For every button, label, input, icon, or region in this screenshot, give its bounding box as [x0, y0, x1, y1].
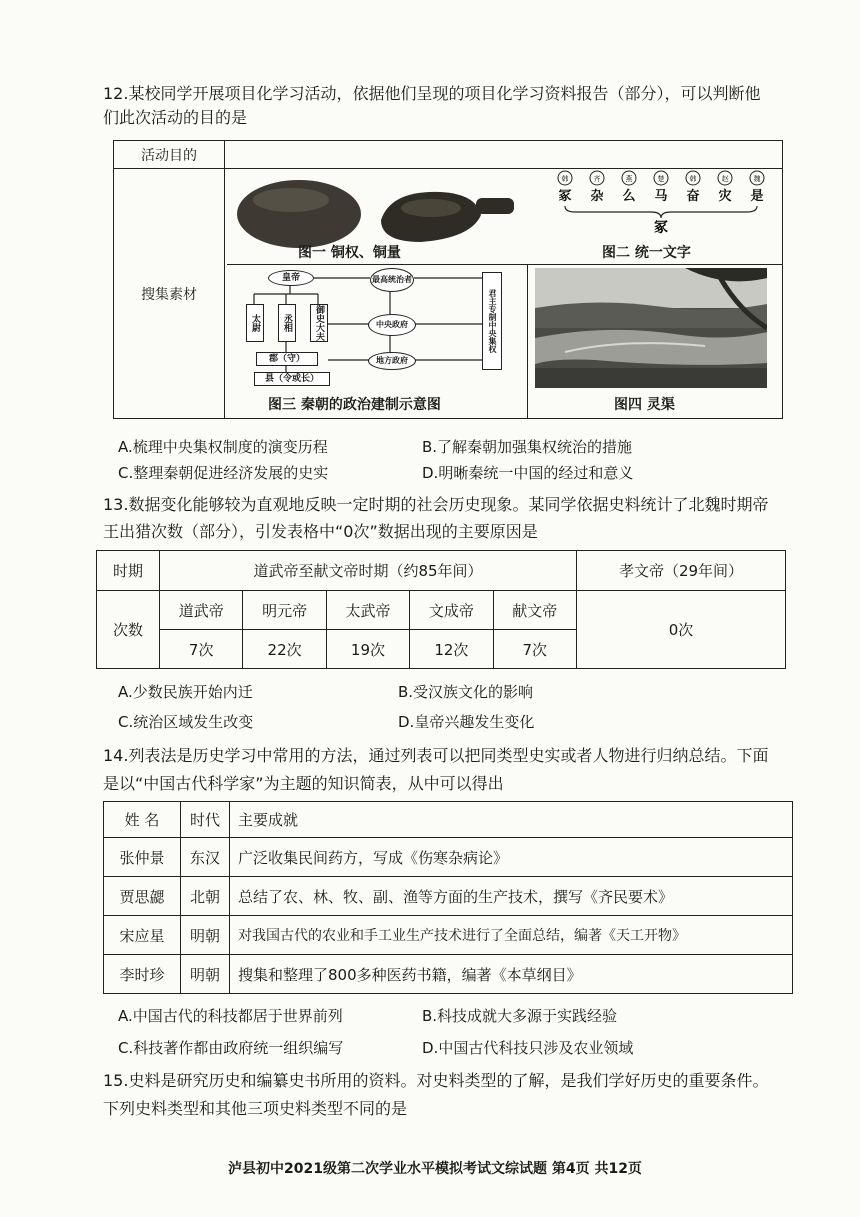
scientist-name: 贾思勰	[104, 877, 181, 916]
scientist-name: 宋应星	[104, 916, 181, 955]
q14-table	[103, 801, 793, 994]
q13-count: 19次	[326, 630, 409, 669]
yushi-box: 御史大夫	[310, 304, 328, 342]
emperor-box: 皇帝	[268, 270, 314, 286]
scientist-name: 张仲景	[104, 838, 181, 877]
fig2-image	[555, 168, 773, 238]
state-label: 楚	[657, 175, 665, 183]
local-government-box: 地方政府	[368, 352, 416, 370]
scientist-name: 李时珍	[104, 955, 181, 994]
q13-count: 12次	[410, 630, 493, 669]
highest-ruler-box: 最高统治者	[370, 268, 414, 292]
scientist-achievement: 广泛收集民间药方，写成《伤寒杂病论》	[230, 838, 793, 877]
glyph: 冢	[558, 189, 572, 204]
q13-xiaowen-count: 0次	[577, 591, 786, 669]
q12-stem-line1: 12.某校同学开展项目化学习活动，依据他们呈现的项目化学习资料报告（部分），可以判断他	[103, 84, 761, 103]
state-label: 魏	[753, 175, 761, 183]
central-government-box: 中央政府	[368, 314, 416, 336]
q13-period-label: 时期	[97, 551, 160, 591]
q13-count: 22次	[243, 630, 326, 669]
q13-count-label: 次数	[97, 591, 160, 669]
glyph: 杂	[590, 189, 604, 204]
q12-row2-label: 搜集素材	[114, 169, 225, 419]
q14-header-name: 姓 名	[104, 802, 181, 838]
q15-stem-line1: 15.史料是研究历史和编纂史书所用的资料。对史料类型的了解，是我们学好历史的重要条件。	[103, 1071, 769, 1090]
lingqu-canal-photo	[535, 268, 767, 388]
q14-option-d[interactable]: D.中国古代科技只涉及农业领域	[422, 1039, 634, 1057]
q14-header-achievement: 主要成就	[230, 802, 793, 838]
table-row	[104, 916, 793, 955]
q13-option-d[interactable]: D.皇帝兴趣发生变化	[398, 713, 535, 731]
q13-emperor: 道武帝	[160, 591, 243, 630]
glyph: 灾	[718, 189, 732, 204]
scientist-achievement: 对我国古代的农业和手工业生产技术进行了全面总结，编著《天工开物》	[230, 916, 793, 955]
table-row	[104, 955, 793, 994]
chengxiang-box: 丞相	[278, 304, 296, 342]
q12-option-c[interactable]: C.整理秦朝促进经济发展的史实	[118, 464, 329, 482]
q14-stem-line1: 14.列表法是历史学习中常用的方法，通过列表可以把同类型史实或者人物进行归纳总结。下面	[103, 746, 769, 765]
q12-row1-label: 活动目的	[114, 141, 225, 169]
q13-count: 7次	[493, 630, 576, 669]
scientist-achievement: 总结了农、林、牧、副、渔等方面的生产技术，撰写《齐民要术》	[230, 877, 793, 916]
state-label: 韩	[561, 175, 569, 183]
table-row	[104, 877, 793, 916]
q13-period2: 孝文帝（29年间）	[577, 551, 786, 591]
q14-option-c[interactable]: C.科技著作都由政府统一组织编写	[118, 1039, 344, 1057]
q14-option-b[interactable]: B.科技成就大多源于实践经验	[422, 1007, 618, 1025]
glyph: 么	[622, 189, 636, 204]
state-label: 韩	[689, 175, 697, 183]
q13-stem-line1: 13.数据变化能够较为直观地反映一定时期的社会历史现象。某同学依据史料统计了北魏时期帝	[103, 495, 769, 514]
q13-emperor: 文成帝	[410, 591, 493, 630]
unified-script-diagram	[555, 168, 773, 238]
q13-emperor: 明元帝	[243, 591, 326, 630]
q14-stem-line2: 是以“中国古代科学家”为主题的知识简表，从中可以得出	[103, 774, 504, 793]
fig2-caption: 图二 统一文字	[602, 245, 691, 261]
q12-option-b[interactable]: B.了解秦朝加强集权统治的措施	[422, 438, 633, 456]
scientist-era: 北朝	[181, 877, 230, 916]
q12-row1-answer-cell	[225, 141, 783, 169]
glyph: 是	[750, 189, 764, 204]
taiwei-box: 太尉	[246, 304, 264, 342]
fig3-diagram	[232, 268, 522, 388]
q13-option-c[interactable]: C.统治区域发生改变	[118, 713, 254, 731]
q13-option-b[interactable]: B.受汉族文化的影响	[398, 683, 534, 701]
q13-option-a[interactable]: A.少数民族开始内迁	[118, 683, 253, 701]
glyph: 马	[654, 189, 668, 204]
q14-option-a[interactable]: A.中国古代的科技都居于世界前列	[118, 1007, 343, 1025]
scientist-era: 明朝	[181, 955, 230, 994]
table-row	[104, 838, 793, 877]
scientist-era: 明朝	[181, 916, 230, 955]
glyph: 奋	[686, 189, 700, 204]
q12-option-d[interactable]: D.明晰秦统一中国的经过和意义	[422, 464, 634, 482]
q13-emperor: 献文帝	[493, 591, 576, 630]
fig3-caption: 图三 秦朝的政治建制示意图	[268, 397, 441, 413]
scientist-achievement: 搜集和整理了800多种医药书籍，编著《本草纲目》	[230, 955, 793, 994]
state-label: 赵	[721, 175, 729, 183]
fig-divider-horizontal	[227, 264, 783, 265]
q12-option-a[interactable]: A.梳理中央集权制度的演变历程	[118, 438, 328, 456]
q13-emperor: 太武帝	[326, 591, 409, 630]
q13-table	[96, 550, 786, 669]
unified-glyph: 冢	[654, 220, 668, 236]
state-label: 燕	[625, 175, 633, 183]
system-box: 君主专制中央集权	[482, 272, 502, 370]
fig1-caption: 图一 铜权、铜量	[298, 245, 401, 261]
q14-header-era: 时代	[181, 802, 230, 838]
q12-stem-line2: 们此次活动的目的是	[103, 108, 248, 127]
q15-stem-line2: 下列史料类型和其他三项史料类型不同的是	[103, 1099, 408, 1118]
fig4-caption: 图四 灵渠	[614, 397, 675, 413]
q13-period1: 道武帝至献文帝时期（约85年间）	[160, 551, 577, 591]
jun-box: 郡（守）	[256, 352, 318, 366]
q13-stem-line2: 王出猎次数（部分），引发表格中“0次”数据出现的主要原因是	[103, 522, 538, 541]
q13-count: 7次	[160, 630, 243, 669]
state-label: 齐	[593, 175, 601, 183]
xian-box: 县（令或长）	[254, 372, 330, 386]
fig4-image	[535, 268, 767, 388]
scientist-era: 东汉	[181, 838, 230, 877]
page-footer: 泸县初中2021级第二次学业水平模拟考试文综试题 第4页 共12页	[228, 1161, 642, 1177]
fig-divider-vertical	[527, 264, 528, 418]
